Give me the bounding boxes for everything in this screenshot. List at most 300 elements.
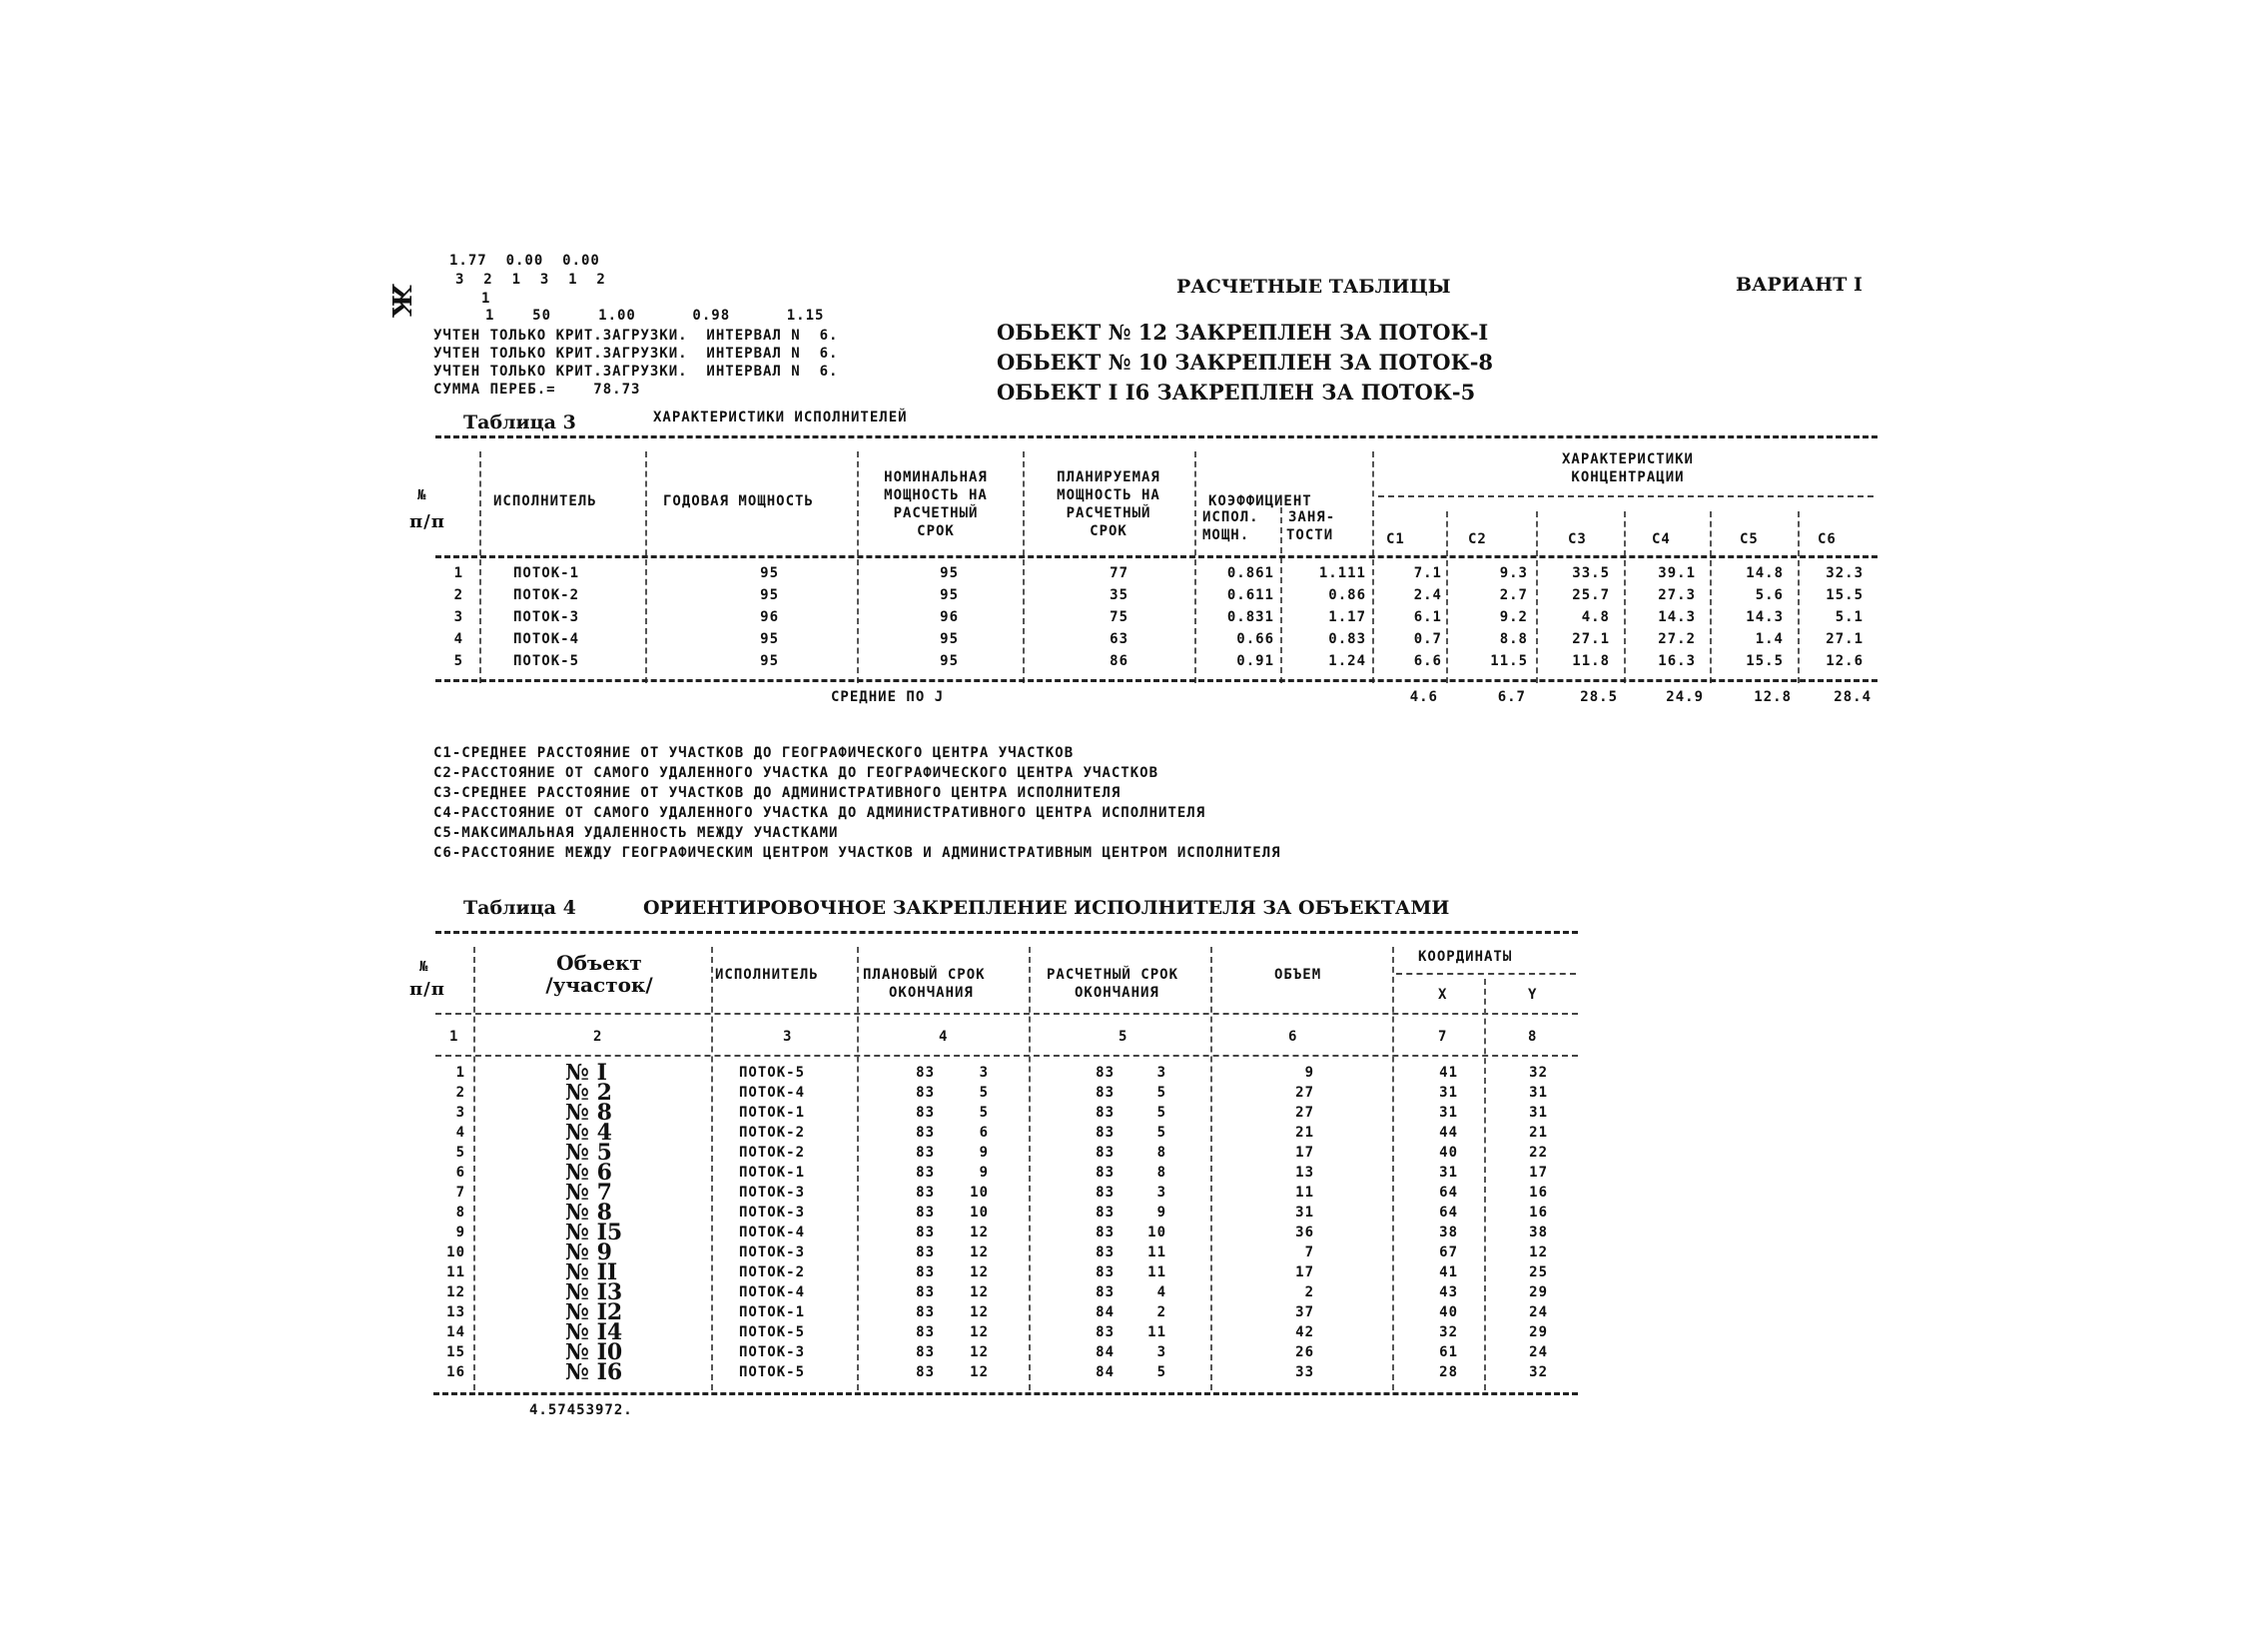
table4-row-calc-month: 5 — [1156, 1105, 1166, 1121]
table4-row-number: 2 — [455, 1085, 465, 1101]
table4-row-plan-year: 83 — [916, 1364, 935, 1380]
table4-row-y: 22 — [1529, 1145, 1548, 1161]
table4-row-calc-year: 83 — [1096, 1085, 1115, 1101]
table3-row-k2: 0.86 — [1328, 587, 1366, 603]
table4-col-sep — [857, 947, 859, 1390]
table4-bottom-rule — [433, 1392, 1578, 1395]
table4-row-calc-year: 83 — [1096, 1105, 1115, 1121]
table4-row-plan-month: 12 — [970, 1244, 989, 1260]
table3-row-c3: 25.7 — [1572, 587, 1610, 603]
table4-header-rule — [435, 1013, 1578, 1015]
table3-row-planned: 35 — [1110, 587, 1128, 603]
table4-row-volume: 37 — [1295, 1304, 1314, 1320]
table3-row-nominal: 96 — [940, 609, 959, 625]
table4-col-number: 8 — [1528, 1029, 1538, 1045]
table4-row-calc-month: 11 — [1147, 1244, 1166, 1260]
table4-row-object: № 6 — [565, 1160, 612, 1186]
table3-row-c6: 5.1 — [1835, 609, 1864, 625]
table4-row-calc-year: 84 — [1096, 1364, 1115, 1380]
table4-row-plan-year: 83 — [916, 1284, 935, 1300]
table4-row-calc-year: 84 — [1096, 1344, 1115, 1360]
table4-row-plan-year: 83 — [916, 1085, 935, 1101]
table4-num-header-sub: п/п — [409, 979, 445, 1000]
table3-annual-header: ГОДОВАЯ МОЩНОСТЬ — [663, 493, 814, 509]
table3-planned-header: РАСЧЕТНЫЙ — [1066, 505, 1151, 521]
table3-row-k2: 1.111 — [1318, 565, 1366, 581]
table3-row-c3: 27.1 — [1572, 631, 1610, 647]
table4-row-y: 29 — [1529, 1284, 1548, 1300]
table4-row-x: 31 — [1439, 1165, 1458, 1181]
table4-row-calc-year: 83 — [1096, 1125, 1115, 1141]
table4-row-executor: ПОТОК-3 — [739, 1205, 806, 1221]
table3-row-c4: 16.3 — [1658, 653, 1696, 669]
table4-row-plan-year: 83 — [916, 1344, 935, 1360]
table3-col-sep — [1280, 507, 1282, 683]
table3-c-header: C4 — [1652, 531, 1671, 547]
table4-row-calc-year: 83 — [1096, 1165, 1115, 1181]
table4-row-x: 67 — [1439, 1244, 1458, 1260]
table4-row-calc-month: 10 — [1147, 1225, 1166, 1240]
table4-row-plan-month: 10 — [970, 1185, 989, 1201]
table4-row-executor: ПОТОК-3 — [739, 1244, 806, 1260]
table4-row-number: 9 — [455, 1225, 465, 1240]
table3-row-k2: 0.83 — [1328, 631, 1366, 647]
table4-row-x: 44 — [1439, 1125, 1458, 1141]
table4-row-calc-year: 83 — [1096, 1145, 1115, 1161]
table4-row-calc-year: 84 — [1096, 1304, 1115, 1320]
table3-row-k2: 1.24 — [1328, 653, 1366, 669]
table3-row-executor: ПОТОК-2 — [513, 587, 580, 603]
table4-row-plan-month: 12 — [970, 1284, 989, 1300]
table3-row-k2: 1.17 — [1328, 609, 1366, 625]
table4-row-calc-month: 8 — [1156, 1145, 1166, 1161]
table3-row-c4: 27.3 — [1658, 587, 1696, 603]
table4-row-number: 14 — [446, 1324, 465, 1340]
table4-row-calc-year: 83 — [1096, 1264, 1115, 1280]
table4-row-object: № 8 — [565, 1200, 612, 1226]
table4-row-executor: ПОТОК-2 — [739, 1264, 806, 1280]
table4-row-executor: ПОТОК-1 — [739, 1165, 806, 1181]
margin-mark: Ж — [385, 283, 416, 319]
table4-row-y: 25 — [1529, 1264, 1548, 1280]
table4-row-object: № 5 — [565, 1140, 612, 1166]
table4-row-y: 31 — [1529, 1085, 1548, 1101]
table3-row-c5: 5.6 — [1755, 587, 1784, 603]
table3-c-header: C3 — [1568, 531, 1587, 547]
legend-line: C4-РАССТОЯНИЕ ОТ САМОГО УДАЛЕННОГО УЧАСТКА ДО АДМИНИСТРАТИВНОГО ЦЕНТРА ИСПОЛНИТЕЛЯ — [433, 805, 1206, 821]
table4-row-plan-year: 83 — [916, 1125, 935, 1141]
table4-col-number: 4 — [939, 1029, 949, 1045]
table4-row-object: № II — [565, 1259, 618, 1285]
table4-row-plan-month: 12 — [970, 1364, 989, 1380]
table3-row-planned: 63 — [1110, 631, 1128, 647]
table4-row-volume: 11 — [1295, 1185, 1314, 1201]
table3-row-c3: 4.8 — [1581, 609, 1610, 625]
table3-row-k1: 0.611 — [1226, 587, 1274, 603]
table3-row-c3: 11.8 — [1572, 653, 1610, 669]
table4-row-number: 11 — [446, 1264, 465, 1280]
table4-row-x: 40 — [1439, 1145, 1458, 1161]
top-numbers-line1: 1.77 0.00 0.00 — [449, 253, 600, 269]
table4-row-executor: ПОТОК-4 — [739, 1085, 806, 1101]
table4-row-calc-month: 3 — [1156, 1344, 1166, 1360]
table3-row-c6: 12.6 — [1826, 653, 1864, 669]
table4-row-volume: 17 — [1295, 1145, 1314, 1161]
table3-row-nominal: 95 — [940, 587, 959, 603]
table4-plan-header: ОКОНЧАНИЯ — [889, 985, 974, 1001]
table4-row-plan-month: 5 — [979, 1085, 989, 1101]
table4-row-y: 16 — [1529, 1205, 1548, 1221]
table4-row-calc-month: 2 — [1156, 1304, 1166, 1320]
table3-col-sep — [1798, 511, 1800, 683]
table3-row-nominal: 95 — [940, 653, 959, 669]
table3-average-value: 24.9 — [1666, 689, 1704, 705]
table3-coef-sub: МОЩН. — [1202, 527, 1250, 543]
legend-line: C5-МАКСИМАЛЬНАЯ УДАЛЕННОСТЬ МЕЖДУ УЧАСТКАМИ — [433, 825, 839, 841]
table3-c-header: C5 — [1740, 531, 1759, 547]
table4-col-sep — [1029, 947, 1031, 1390]
legend-line: C6-РАССТОЯНИЕ МЕЖДУ ГЕОГРАФИЧЕСКИМ ЦЕНТРОМ УЧАСТКОВ И АДМИНИСТРАТИВНЫМ ЦЕНТРОМ ИСПОЛНИТЕЛЯ — [433, 845, 1281, 861]
footer-number: 4.57453972. — [529, 1402, 633, 1418]
table3-caption: ХАРАКТЕРИСТИКИ ИСПОЛНИТЕЛЕЙ — [653, 410, 908, 425]
table4-row-y: 29 — [1529, 1324, 1548, 1340]
table4-col-number: 5 — [1119, 1029, 1128, 1045]
table3-row-c5: 14.3 — [1746, 609, 1784, 625]
table4-row-plan-month: 9 — [979, 1145, 989, 1161]
table4-y-header: Y — [1528, 987, 1538, 1003]
table3-row-c6: 15.5 — [1826, 587, 1864, 603]
table3-col-sep — [1194, 451, 1196, 683]
table3-executor-header: ИСПОЛНИТЕЛЬ — [493, 493, 597, 509]
table4-row-object: № 7 — [565, 1180, 612, 1206]
table3-average-value: 28.4 — [1834, 689, 1871, 705]
table4-row-y: 21 — [1529, 1125, 1548, 1141]
table4-object-header: /участок/ — [545, 973, 653, 997]
table4-top-rule — [435, 931, 1578, 934]
table3-row-number: 5 — [453, 653, 463, 669]
table4-row-plan-year: 83 — [916, 1105, 935, 1121]
table4-row-calc-year: 83 — [1096, 1225, 1115, 1240]
table3-row-c1: 6.6 — [1413, 653, 1442, 669]
table3-planned-header: ПЛАНИРУЕМАЯ — [1057, 469, 1160, 485]
table3-row-c1: 0.7 — [1413, 631, 1442, 647]
table4-row-volume: 33 — [1295, 1364, 1314, 1380]
table4-row-object: № I — [565, 1060, 607, 1086]
table4-row-plan-year: 83 — [916, 1205, 935, 1221]
table3-row-c1: 6.1 — [1413, 609, 1442, 625]
table4-col-number: 1 — [449, 1029, 459, 1045]
table4-col-sep — [711, 947, 713, 1390]
table4-row-calc-year: 83 — [1096, 1244, 1115, 1260]
table3-row-planned: 86 — [1110, 653, 1128, 669]
table3-row-k1: 0.91 — [1236, 653, 1274, 669]
table3-row-c2: 11.5 — [1490, 653, 1528, 669]
table4-row-number: 16 — [446, 1364, 465, 1380]
table3-row-c4: 39.1 — [1658, 565, 1696, 581]
table4-row-number: 6 — [455, 1165, 465, 1181]
table4-row-object: № I3 — [565, 1279, 623, 1305]
table3-row-c2: 9.3 — [1499, 565, 1528, 581]
table4-row-executor: ПОТОК-1 — [739, 1105, 806, 1121]
table4-row-executor: ПОТОК-3 — [739, 1185, 806, 1201]
table4-row-y: 17 — [1529, 1165, 1548, 1181]
table4-row-volume: 26 — [1295, 1344, 1314, 1360]
table3-row-number: 1 — [453, 565, 463, 581]
table3-c-header: C2 — [1468, 531, 1487, 547]
table4-row-plan-year: 83 — [916, 1065, 935, 1081]
table3-coef-header: КОЭФФИЦИЕНТ — [1208, 493, 1312, 509]
table4-row-volume: 31 — [1295, 1205, 1314, 1221]
table4-row-calc-month: 9 — [1156, 1205, 1166, 1221]
table4-row-object: № I0 — [565, 1339, 623, 1365]
table4-row-object: № I2 — [565, 1299, 623, 1325]
table3-row-c4: 14.3 — [1658, 609, 1696, 625]
table4-row-x: 41 — [1439, 1065, 1458, 1081]
table4-row-volume: 42 — [1295, 1324, 1314, 1340]
table4-row-y: 24 — [1529, 1304, 1548, 1320]
table4-row-y: 38 — [1529, 1225, 1548, 1240]
table4-row-number: 1 — [455, 1065, 465, 1081]
table3-row-annual: 96 — [760, 609, 779, 625]
table4-volume-header: ОБЪЕМ — [1274, 967, 1322, 983]
table4-row-plan-month: 9 — [979, 1165, 989, 1181]
table4-row-plan-month: 12 — [970, 1304, 989, 1320]
table3-header-rule — [435, 555, 1877, 558]
table4-row-calc-year: 83 — [1096, 1065, 1115, 1081]
table4-row-y: 32 — [1529, 1364, 1548, 1380]
table3-planned-header: СРОК — [1090, 523, 1127, 539]
table4-row-executor: ПОТОК-4 — [739, 1284, 806, 1300]
table3-bottom-rule — [435, 679, 1877, 682]
table4-row-x: 28 — [1439, 1364, 1458, 1380]
table4-number-rule — [435, 1055, 1578, 1057]
table4-x-header: X — [1438, 987, 1448, 1003]
table3-num-header-sub: п/п — [409, 511, 445, 532]
table4-col-sep — [1210, 947, 1212, 1390]
table4-row-calc-month: 3 — [1156, 1065, 1166, 1081]
table3-row-executor: ПОТОК-4 — [513, 631, 580, 647]
top-numbers-line3: 1 — [481, 291, 491, 307]
table4-row-y: 12 — [1529, 1244, 1548, 1260]
table4-caption: ОРИЕНТИРОВОЧНОЕ ЗАКРЕПЛЕНИЕ ИСПОЛНИТЕЛЯ ЗА ОБЪЕКТАМИ — [643, 897, 1450, 919]
table3-row-number: 4 — [453, 631, 463, 647]
table4-row-plan-year: 83 — [916, 1244, 935, 1260]
table4-row-object: № I4 — [565, 1319, 623, 1345]
table3-conc-header: КОНЦЕНТРАЦИИ — [1571, 469, 1685, 485]
table4-row-x: 40 — [1439, 1304, 1458, 1320]
table4-row-x: 41 — [1439, 1264, 1458, 1280]
table3-row-nominal: 95 — [940, 631, 959, 647]
table3-col-sep — [1710, 511, 1712, 683]
table3-row-annual: 95 — [760, 565, 779, 581]
table4-row-number: 8 — [455, 1205, 465, 1221]
table3-col-sep — [857, 451, 859, 683]
table4-row-volume: 7 — [1304, 1244, 1314, 1260]
table3-row-nominal: 95 — [940, 565, 959, 581]
table4-row-x: 32 — [1439, 1324, 1458, 1340]
table4-row-number: 3 — [455, 1105, 465, 1121]
table3-row-c6: 27.1 — [1826, 631, 1864, 647]
table4-object-header: Объект — [556, 951, 642, 975]
table3-row-c1: 7.1 — [1413, 565, 1442, 581]
table3-row-executor: ПОТОК-3 — [513, 609, 580, 625]
assignment-line: ОБЬЕКТ № 12 ЗАКРЕПЛЕН ЗА ПОТОК-I — [997, 320, 1489, 345]
table4-row-plan-year: 83 — [916, 1185, 935, 1201]
table3-row-executor: ПОТОК-5 — [513, 653, 580, 669]
table3-nominal-header: СРОК — [917, 523, 955, 539]
summary-line: СУММА ПЕРЕБ.= 78.73 — [433, 382, 641, 398]
table4-row-plan-year: 83 — [916, 1165, 935, 1181]
table3-row-annual: 95 — [760, 631, 779, 647]
table4-row-calc-month: 5 — [1156, 1125, 1166, 1141]
table4-row-calc-month: 11 — [1147, 1264, 1166, 1280]
table3-coef-sub: ТОСТИ — [1286, 527, 1334, 543]
table4-row-calc-month: 4 — [1156, 1284, 1166, 1300]
table3-col-sep — [645, 451, 647, 683]
table3-row-c1: 2.4 — [1413, 587, 1442, 603]
table3-col-sep — [1023, 451, 1025, 683]
table3-nominal-header: МОЩНОСТЬ НА — [884, 487, 988, 503]
table4-calc-header: РАСЧЕТНЫЙ СРОК — [1047, 967, 1179, 983]
table4-col-number: 6 — [1288, 1029, 1298, 1045]
table4-row-x: 43 — [1439, 1284, 1458, 1300]
table4-row-x: 64 — [1439, 1205, 1458, 1221]
table4-row-x: 61 — [1439, 1344, 1458, 1360]
table3-col-sep — [479, 451, 481, 683]
table4-row-object: № 2 — [565, 1080, 612, 1106]
table4-row-number: 5 — [455, 1145, 465, 1161]
table4-row-object: № I6 — [565, 1359, 623, 1385]
top-numbers-line2: 3 2 1 3 1 2 — [455, 272, 606, 288]
table3-row-number: 3 — [453, 609, 463, 625]
table3-nominal-header: РАСЧЕТНЫЙ — [893, 505, 979, 521]
table4-row-number: 7 — [455, 1185, 465, 1201]
table4-executor-header: ИСПОЛНИТЕЛЬ — [715, 967, 819, 983]
table3-nominal-header: НОМИНАЛЬНАЯ — [884, 469, 988, 485]
table4-row-plan-year: 83 — [916, 1324, 935, 1340]
table3-col-sep — [1372, 451, 1374, 683]
table4-calc-header: ОКОНЧАНИЯ — [1075, 985, 1159, 1001]
table3-coef-sub: ЗАНЯ- — [1288, 509, 1336, 525]
warning-line: УЧТЕН ТОЛЬКО КРИТ.ЗАГРУЗКИ. ИНТЕРВАЛ N 6. — [433, 346, 839, 362]
table4-row-y: 24 — [1529, 1344, 1548, 1360]
table3-top-rule — [435, 435, 1877, 438]
table4-label: Таблица 4 — [463, 897, 576, 919]
table4-row-plan-month: 12 — [970, 1344, 989, 1360]
table4-row-y: 16 — [1529, 1185, 1548, 1201]
warning-line: УЧТЕН ТОЛЬКО КРИТ.ЗАГРУЗКИ. ИНТЕРВАЛ N 6. — [433, 328, 839, 344]
table4-row-number: 12 — [446, 1284, 465, 1300]
table3-row-planned: 77 — [1110, 565, 1128, 581]
table4-row-object: № 4 — [565, 1120, 612, 1146]
table4-row-executor: ПОТОК-5 — [739, 1364, 806, 1380]
table4-row-object: № I5 — [565, 1220, 623, 1245]
table4-row-volume: 13 — [1295, 1165, 1314, 1181]
table4-row-plan-month: 3 — [979, 1065, 989, 1081]
table3-row-c6: 32.3 — [1826, 565, 1864, 581]
table4-row-plan-year: 83 — [916, 1145, 935, 1161]
table3-row-c2: 2.7 — [1499, 587, 1528, 603]
table3-row-c5: 14.8 — [1746, 565, 1784, 581]
table4-row-executor: ПОТОК-5 — [739, 1324, 806, 1340]
table3-row-executor: ПОТОК-1 — [513, 565, 580, 581]
table4-row-executor: ПОТОК-1 — [739, 1304, 806, 1320]
table3-row-c5: 1.4 — [1755, 631, 1784, 647]
legend-line: C3-СРЕДНЕЕ РАССТОЯНИЕ ОТ УЧАСТКОВ ДО АДМИНИСТРАТИВНОГО ЦЕНТРА ИСПОЛНИТЕЛЯ — [433, 785, 1121, 801]
table3-average-label: СРЕДНИЕ ПО J — [831, 689, 945, 705]
table4-row-calc-month: 8 — [1156, 1165, 1166, 1181]
table4-row-plan-month: 5 — [979, 1105, 989, 1121]
table4-row-calc-year: 83 — [1096, 1324, 1115, 1340]
table4-row-x: 64 — [1439, 1185, 1458, 1201]
table4-coords-header: КООРДИНАТЫ — [1418, 949, 1513, 965]
table4-row-number: 15 — [446, 1344, 465, 1360]
table3-conc-divider — [1378, 495, 1873, 497]
table4-row-plan-month: 12 — [970, 1324, 989, 1340]
table3-row-planned: 75 — [1110, 609, 1128, 625]
table4-row-executor: ПОТОК-2 — [739, 1145, 806, 1161]
table4-row-plan-month: 6 — [979, 1125, 989, 1141]
table4-row-volume: 2 — [1304, 1284, 1314, 1300]
legend-line: C1-СРЕДНЕЕ РАССТОЯНИЕ ОТ УЧАСТКОВ ДО ГЕОГРАФИЧЕСКОГО ЦЕНТРА УЧАСТКОВ — [433, 745, 1075, 761]
table3-row-c5: 15.5 — [1746, 653, 1784, 669]
table3-planned-header: МОЩНОСТЬ НА — [1057, 487, 1160, 503]
table3-row-annual: 95 — [760, 653, 779, 669]
table3-col-sep — [1536, 511, 1538, 683]
table4-col-sep — [1392, 947, 1394, 1390]
table4-coords-divider — [1396, 973, 1576, 975]
table3-row-c2: 8.8 — [1499, 631, 1528, 647]
table4-row-plan-month: 10 — [970, 1205, 989, 1221]
top-numbers-line4: 1 50 1.00 0.98 1.15 — [485, 308, 825, 324]
table4-row-x: 31 — [1439, 1085, 1458, 1101]
table4-row-plan-year: 83 — [916, 1264, 935, 1280]
table4-row-number: 4 — [455, 1125, 465, 1141]
table3-row-c3: 33.5 — [1572, 565, 1610, 581]
table4-row-volume: 21 — [1295, 1125, 1314, 1141]
table4-row-x: 38 — [1439, 1225, 1458, 1240]
table3-row-c4: 27.2 — [1658, 631, 1696, 647]
table3-col-sep — [1446, 511, 1448, 683]
table4-row-calc-month: 5 — [1156, 1085, 1166, 1101]
table4-row-calc-month: 11 — [1147, 1324, 1166, 1340]
assignment-line: ОБЬЕКТ № 10 ЗАКРЕПЛЕН ЗА ПОТОК-8 — [997, 350, 1494, 375]
table4-col-number: 3 — [783, 1029, 793, 1045]
table3-average-value: 28.5 — [1580, 689, 1618, 705]
table3-conc-header: ХАРАКТЕРИСТИКИ — [1561, 451, 1694, 467]
table4-row-executor: ПОТОК-4 — [739, 1225, 806, 1240]
table4-row-volume: 36 — [1295, 1225, 1314, 1240]
table4-row-executor: ПОТОК-5 — [739, 1065, 806, 1081]
table3-num-header: № — [417, 487, 427, 503]
table4-row-plan-year: 83 — [916, 1225, 935, 1240]
table4-row-executor: ПОТОК-2 — [739, 1125, 806, 1141]
table4-col-sep — [1484, 979, 1486, 1390]
table3-label: Таблица 3 — [463, 412, 576, 433]
table3-row-k1: 0.66 — [1236, 631, 1274, 647]
table4-col-number: 2 — [593, 1029, 603, 1045]
table4-row-volume: 9 — [1304, 1065, 1314, 1081]
table4-plan-header: ПЛАНОВЫЙ СРОК — [863, 967, 986, 983]
table4-col-number: 7 — [1438, 1029, 1448, 1045]
table3-row-annual: 95 — [760, 587, 779, 603]
assignment-line: ОБЬЕКТ I I6 ЗАКРЕПЛЕН ЗА ПОТОК-5 — [997, 380, 1476, 405]
table4-num-header: № — [419, 959, 429, 975]
table4-row-number: 10 — [446, 1244, 465, 1260]
table4-row-volume: 27 — [1295, 1105, 1314, 1121]
variant-label: ВАРИАНТ I — [1736, 274, 1863, 296]
table4-row-calc-month: 5 — [1156, 1364, 1166, 1380]
